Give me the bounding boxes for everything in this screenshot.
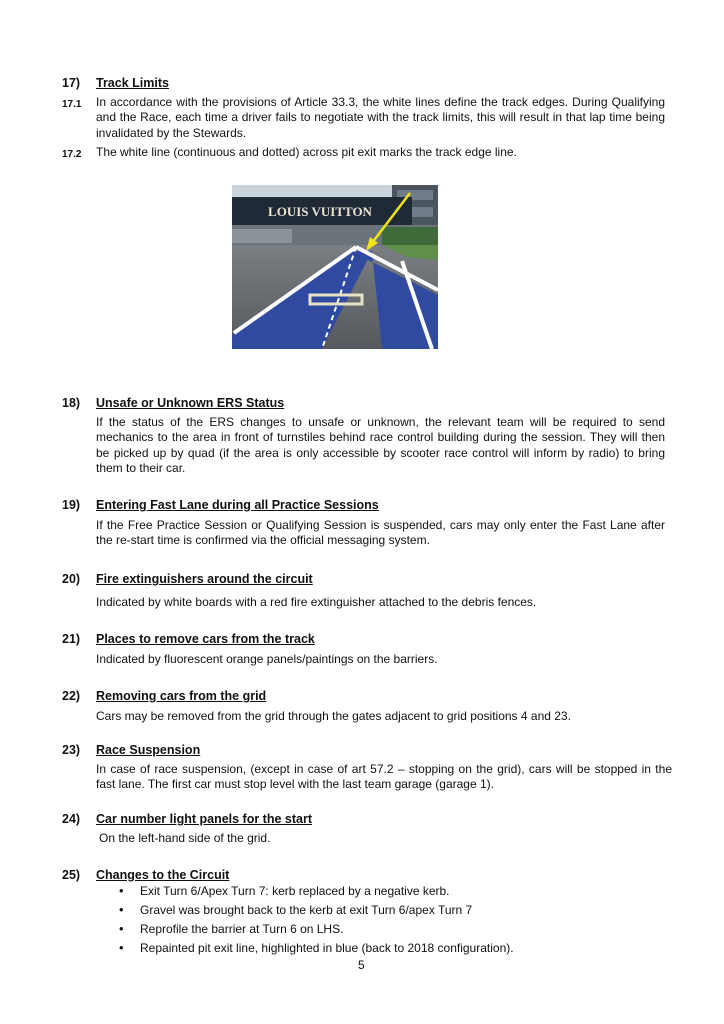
section-25-number: 25) — [62, 868, 81, 882]
bullet-icon: • — [119, 940, 124, 955]
change-item-3: Reprofile the barrier at Turn 6 on LHS. — [140, 922, 344, 936]
section-22-text: Cars may be removed from the grid through the gates adjacent to grid positions 4 and 23. — [96, 709, 571, 723]
section-22-number: 22) — [62, 689, 81, 703]
section-19-heading: Entering Fast Lane during all Practice Sessions — [96, 498, 379, 512]
section-23-number: 23) — [62, 743, 81, 757]
section-19-number: 19) — [62, 498, 81, 512]
section-22-heading: Removing cars from the grid — [96, 689, 267, 703]
bullet-icon: • — [119, 902, 124, 917]
section-24-heading: Car number light panels for the start — [96, 812, 313, 826]
section-23-text: In case of race suspension, (except in case of art 57.2 – stopping on the grid), cars will be stopped in the fast lane. The first car must stop level with the last team garage (garage 1). — [96, 762, 672, 792]
section-20-heading: Fire extinguishers around the circuit — [96, 572, 313, 586]
change-item-4: Repainted pit exit line, highlighted in blue (back to 2018 configuration). — [140, 941, 514, 955]
section-18-text: If the status of the ERS changes to unsafe or unknown, the relevant team will be required to send mechanics to the area in front of turnstiles behind race control building during the session. They will then be picked up by quad (if the area is only accessible by scooter race control will inform by radio) to bring them to their car. — [96, 415, 665, 475]
subsection-17-1-number: 17.1 — [62, 99, 82, 110]
section-25-heading: Changes to the Circuit — [96, 868, 230, 882]
change-item-1: Exit Turn 6/Apex Turn 7: kerb replaced by a negative kerb. — [140, 884, 450, 898]
subsection-17-2-number: 17.2 — [62, 149, 82, 160]
section-18-heading: Unsafe or Unknown ERS Status — [96, 396, 285, 410]
section-21-number: 21) — [62, 632, 81, 646]
pit-exit-photo — [232, 185, 438, 349]
subsection-17-2-text: The white line (continuous and dotted) across pit exit marks the track edge line. — [96, 145, 517, 159]
section-21-text: Indicated by fluorescent orange panels/paintings on the barriers. — [96, 652, 438, 666]
section-23-heading: Race Suspension — [96, 743, 201, 757]
bullet-icon: • — [119, 921, 124, 936]
section-24-text: On the left-hand side of the grid. — [99, 831, 271, 845]
page-number: 5 — [358, 958, 365, 972]
section-24-number: 24) — [62, 812, 81, 826]
bullet-icon: • — [119, 883, 124, 898]
section-21-heading: Places to remove cars from the track — [96, 632, 315, 646]
banner-text: LOUIS VUITTON — [268, 204, 372, 219]
section-20-text: Indicated by white boards with a red fire extinguisher attached to the debris fences. — [96, 595, 537, 609]
section-18-number: 18) — [62, 396, 81, 410]
subsection-17-1-text: In accordance with the provisions of Article 33.3, the white lines define the track edges. During Qualifying and the Race, each time a driver fails to negotiate with the track limits, this will result in that lap time being invalidated by the Stewards. — [96, 95, 665, 140]
section-19-text: If the Free Practice Session or Qualifying Session is suspended, cars may only enter the Fast Lane after the re-start time is confirmed via the official messaging system. — [96, 518, 665, 548]
section-17-number: 17) — [62, 76, 81, 90]
section-17-heading: Track Limits — [96, 76, 169, 90]
section-20-number: 20) — [62, 572, 81, 586]
change-item-2: Gravel was brought back to the kerb at exit Turn 6/apex Turn 7 — [140, 903, 473, 917]
